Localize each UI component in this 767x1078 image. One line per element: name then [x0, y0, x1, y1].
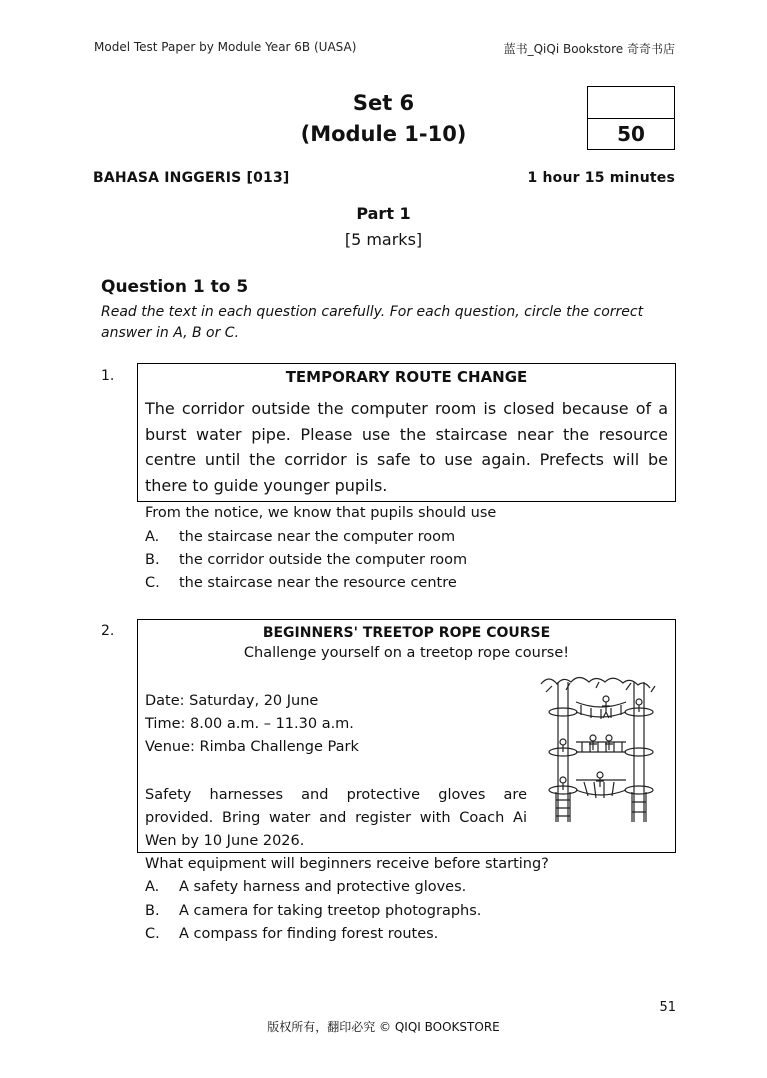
header-left: Model Test Paper by Module Year 6B (UASA): [94, 40, 357, 54]
option-text: A safety harness and protective gloves.: [179, 879, 467, 895]
question-1-option-b[interactable]: [145, 552, 467, 568]
page-number: 51: [659, 1000, 676, 1015]
subject-duration: 1 hour 15 minutes: [527, 170, 675, 186]
option-letter: A.: [145, 529, 160, 545]
poster-title: BEGINNERS' TREETOP ROPE COURSE: [262, 625, 551, 641]
poster-time: Time: 8.00 a.m. – 11.30 a.m.: [145, 716, 354, 732]
score-box: [587, 86, 675, 150]
option-text: A compass for finding forest routes.: [179, 926, 439, 942]
treetop-rope-course-illustration-icon: [536, 672, 666, 832]
section-instruction: Read the text in each question carefully. For each question, circle the correct answer in A, B or C.: [101, 304, 644, 341]
question-2-stem: What equipment will beginners receive before starting?: [145, 856, 549, 872]
set-subtitle: (Module 1-10): [300, 122, 467, 146]
notice-text: The corridor outside the computer room is closed because of a burst water pipe. Please use the staircase near the resource centre until the corridor is safe to use again. Prefects will be there to guide younger pupils.: [145, 399, 668, 495]
poster-venue: Venue: Rimba Challenge Park: [145, 739, 359, 755]
question-1-notice: [137, 363, 676, 502]
subject-name: BAHASA INGGERIS [013]: [93, 170, 290, 186]
score-blank: [588, 87, 674, 119]
option-text: the corridor outside the computer room: [179, 552, 468, 568]
poster-date: Date: Saturday, 20 June: [145, 693, 319, 709]
question-2-option-b[interactable]: [145, 903, 481, 919]
question-1-number: 1.: [101, 368, 115, 384]
part-marks: [0, 230, 767, 249]
option-letter: B.: [145, 552, 160, 568]
part-marks-text: [5 marks]: [344, 230, 423, 249]
option-text: the staircase near the resource centre: [179, 575, 457, 591]
option-letter: C.: [145, 926, 160, 942]
question-2-number: 2.: [101, 623, 115, 639]
option-letter: B.: [145, 903, 160, 919]
option-text: the staircase near the computer room: [179, 529, 456, 545]
header-right: 蓝书_QiQi Bookstore 奇奇书店: [503, 42, 675, 56]
notice-title: TEMPORARY ROUTE CHANGE: [285, 368, 528, 386]
option-text: A camera for taking treetop photographs.: [179, 903, 482, 919]
section-heading: Question 1 to 5: [101, 277, 249, 297]
question-2-poster: [137, 619, 676, 853]
question-1-stem: From the notice, we know that pupils should use: [145, 505, 497, 521]
set-title: Set 6: [352, 91, 415, 115]
poster-details: Safety harnesses and protective gloves are provided. Bring water and register with Coach Ai Wen by 10 June 2026.: [145, 787, 527, 849]
question-1-option-c[interactable]: [145, 575, 457, 591]
question-2-option-c[interactable]: [145, 926, 438, 942]
question-1-option-a[interactable]: [145, 529, 455, 545]
poster-subtitle: Challenge yourself on a treetop rope course!: [243, 645, 570, 661]
part-title: Part 1: [356, 204, 411, 223]
option-letter: A.: [145, 879, 160, 895]
score-total: 50: [617, 122, 645, 146]
option-letter: C.: [145, 575, 160, 591]
footer: 版权所有，翻印必究 © QIQI BOOKSTORE: [267, 1020, 500, 1034]
question-2-option-a[interactable]: [145, 879, 466, 895]
